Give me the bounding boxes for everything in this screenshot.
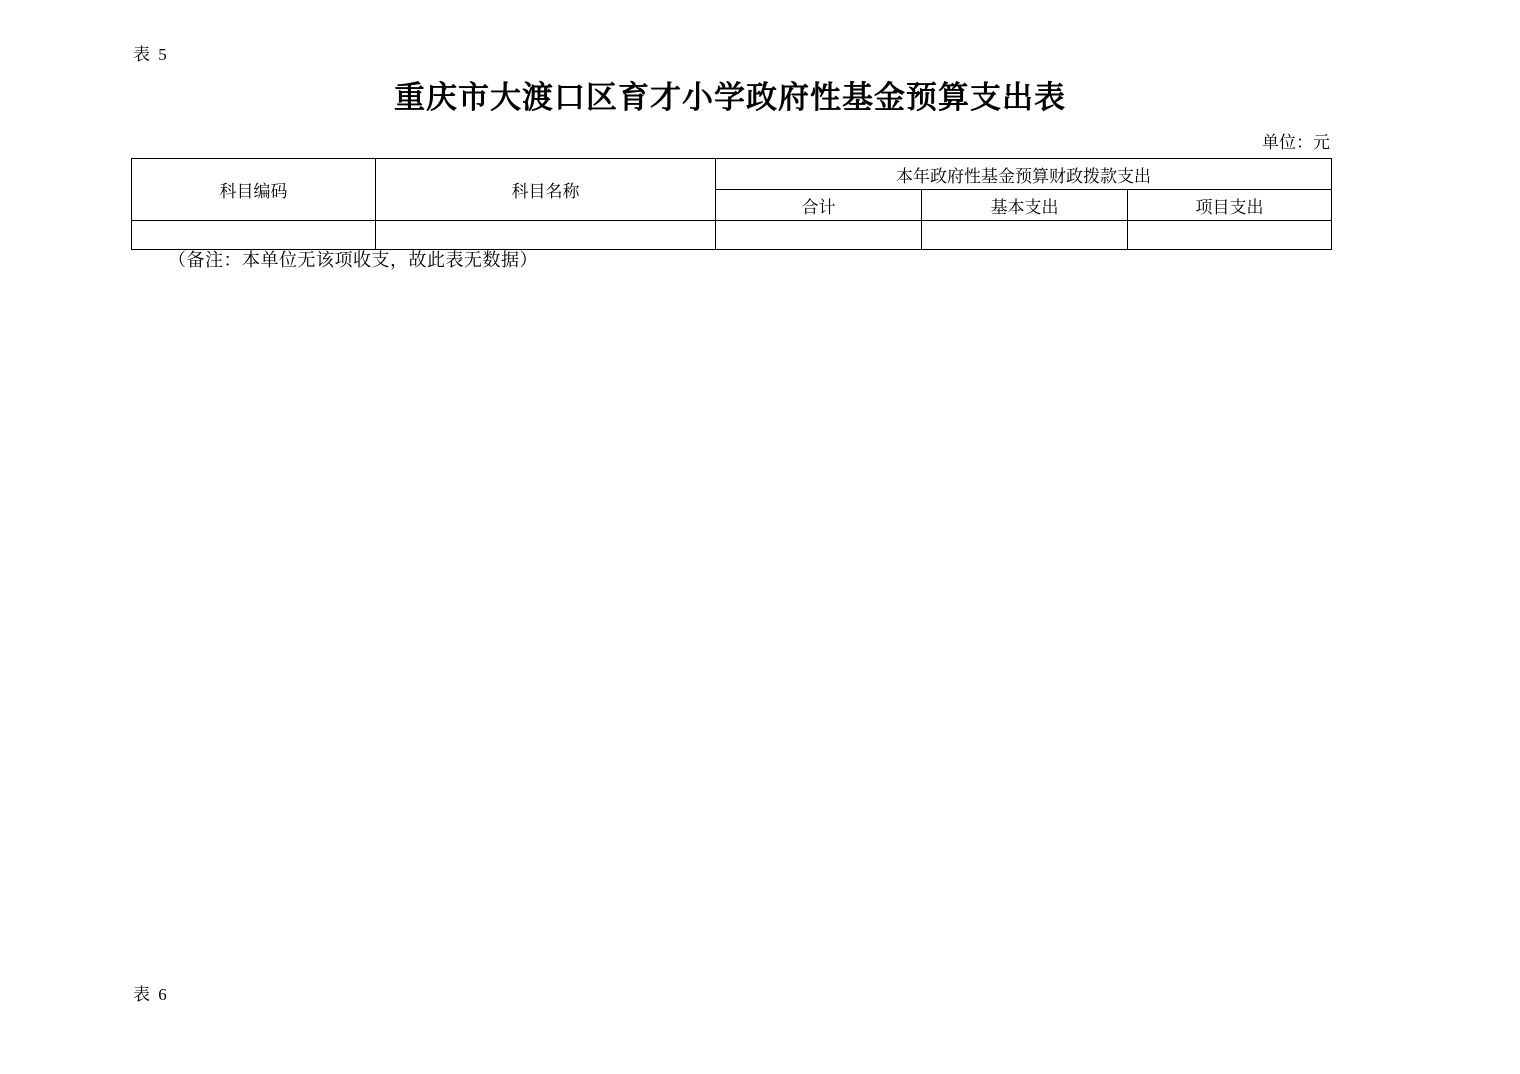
table-note: （备注：本单位无该项收支，故此表无数据） [168,250,538,270]
cell-basic [922,221,1128,250]
page-title: 重庆市大渡口区育才小学政府性基金预算支出表 [394,80,1066,116]
table-header-row-main [132,159,1332,190]
unit-label: 单位：元 [1262,133,1330,152]
header-group-fund-expenditure: 本年政府性基金预算财政拨款支出 [716,159,1332,190]
header-total: 合计 [716,190,922,221]
header-project-expenditure: 项目支出 [1128,190,1332,221]
header-basic-expenditure: 基本支出 [922,190,1128,221]
cell-total [716,221,922,250]
table-number-top: 表 5 [133,45,169,64]
header-subject-name: 科目名称 [376,159,716,221]
budget-table [131,158,1332,250]
cell-project [1128,221,1332,250]
table-number-bottom: 表 6 [133,985,169,1004]
header-subject-code: 科目编码 [132,159,376,221]
